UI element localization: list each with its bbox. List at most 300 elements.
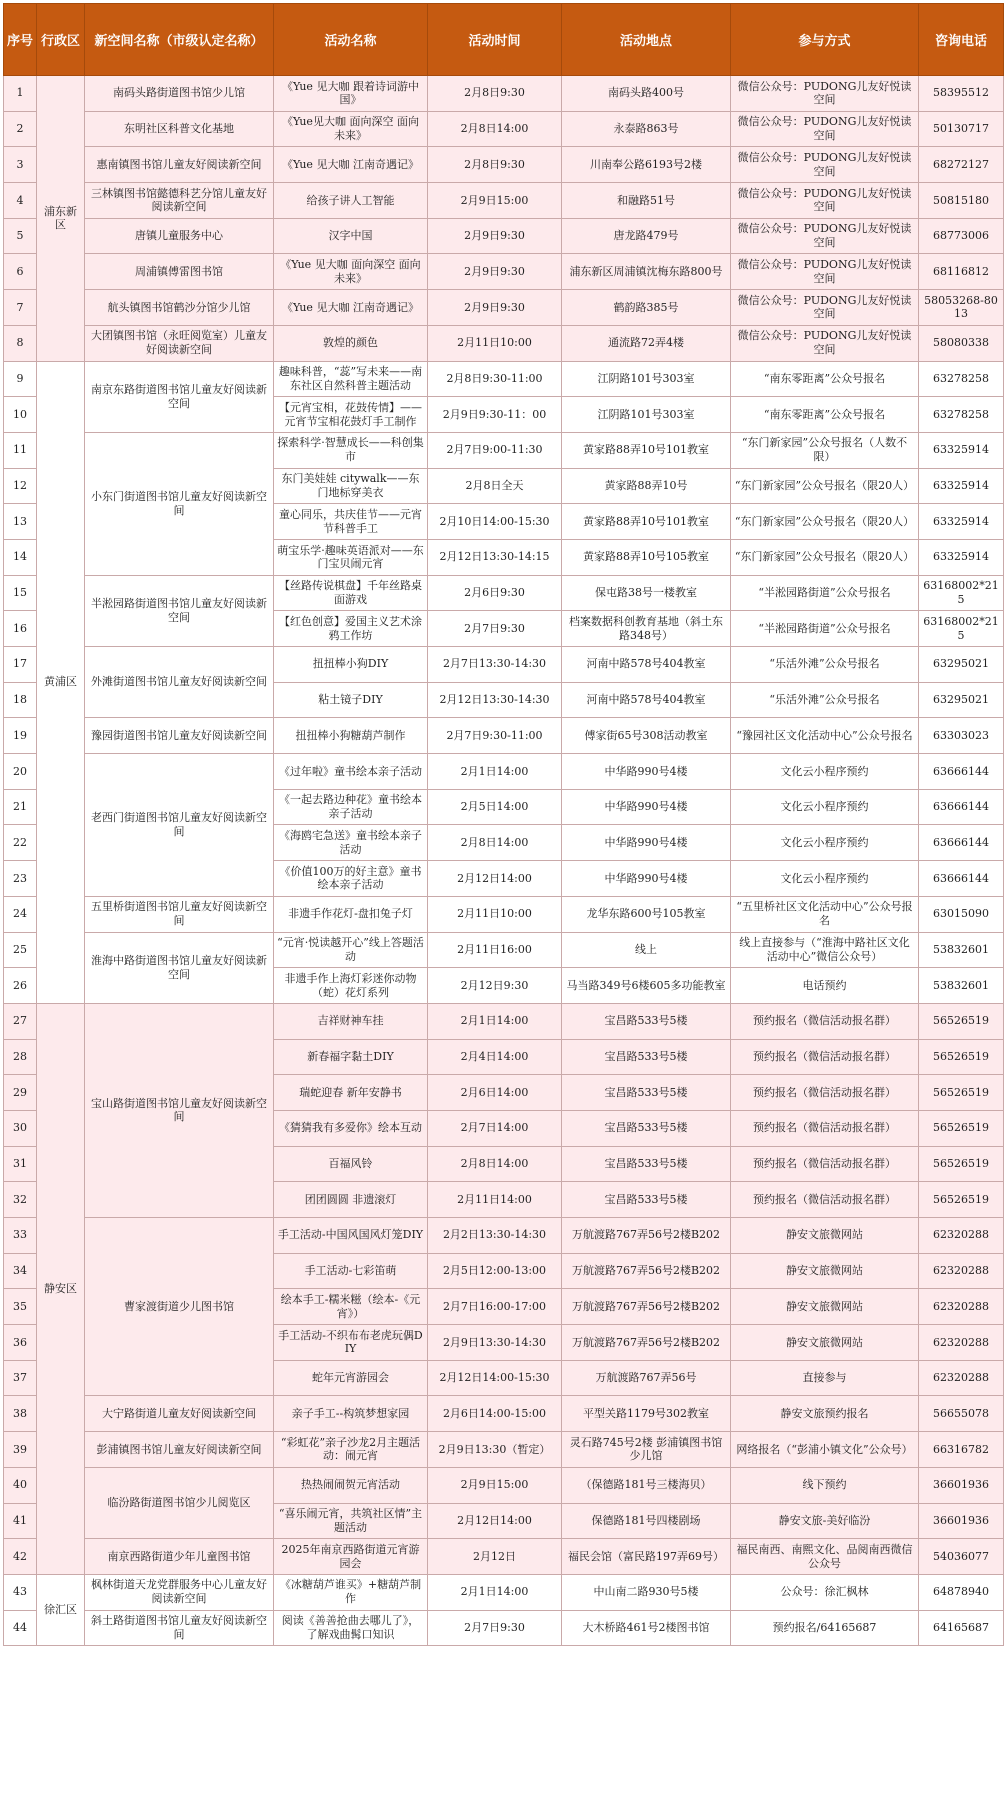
table-row	[4, 218, 1004, 254]
cell-join: 预约报名（微信活动报名群）	[731, 1075, 919, 1111]
cell-time: 2月7日14:00	[428, 1110, 562, 1146]
cell-join: “南东零距离”公众号报名	[731, 361, 919, 397]
cell-time: 2月8日14:00	[428, 1146, 562, 1182]
cell-time: 2月7日16:00-17:00	[428, 1289, 562, 1325]
cell-space: 曹家渡街道少儿图书馆	[85, 1218, 274, 1396]
cell-time: 2月8日9:30	[428, 76, 562, 112]
cell-activity: “喜乐闹元宵，共筑社区情”主题活动	[274, 1503, 428, 1539]
cell-no: 26	[4, 968, 37, 1004]
cell-no: 24	[4, 896, 37, 932]
cell-join: 静安文旅-美好临汾	[731, 1503, 919, 1539]
cell-time: 2月7日9:30-11:00	[428, 718, 562, 754]
cell-place: 大木桥路461号2楼图书馆	[562, 1610, 731, 1646]
cell-activity: 百福风铃	[274, 1146, 428, 1182]
cell-join: 公众号：徐汇枫林	[731, 1574, 919, 1610]
cell-no: 5	[4, 218, 37, 254]
table-row	[4, 896, 1004, 932]
cell-no: 40	[4, 1467, 37, 1503]
cell-no: 20	[4, 754, 37, 790]
cell-join: “南东零距离”公众号报名	[731, 397, 919, 433]
cell-place: 鹤韵路385号	[562, 290, 731, 326]
cell-activity: 热热闹闹贺元宵活动	[274, 1467, 428, 1503]
cell-time: 2月10日14:00-15:30	[428, 504, 562, 540]
cell-activity: 【红色创意】爱国主义艺术涂鸦工作坊	[274, 611, 428, 647]
cell-activity: 粘土镜子DIY	[274, 682, 428, 718]
cell-space: 外滩街道图书馆儿童友好阅读新空间	[85, 647, 274, 718]
header-join: 参与方式	[731, 4, 919, 76]
cell-place: 河南中路578号404教室	[562, 682, 731, 718]
cell-activity: 《过年啦》童书绘本亲子活动	[274, 754, 428, 790]
cell-phone: 68116812	[919, 254, 1004, 290]
cell-time: 2月8日14:00	[428, 111, 562, 147]
cell-time: 2月2日13:30-14:30	[428, 1218, 562, 1254]
table-row	[4, 932, 1004, 968]
cell-activity: 汉字中国	[274, 218, 428, 254]
cell-no: 22	[4, 825, 37, 861]
cell-no: 14	[4, 539, 37, 575]
cell-no: 38	[4, 1396, 37, 1432]
cell-join: 静安文旅微网站	[731, 1325, 919, 1361]
table-row	[4, 76, 1004, 112]
cell-space: 豫园街道图书馆儿童友好阅读新空间	[85, 718, 274, 754]
cell-join: 文化云小程序预约	[731, 861, 919, 897]
cell-no: 34	[4, 1253, 37, 1289]
cell-activity: 【丝路传说棋盘】千年丝路桌面游戏	[274, 575, 428, 611]
cell-time: 2月1日14:00	[428, 1003, 562, 1039]
table-row	[4, 754, 1004, 790]
cell-phone: 66316782	[919, 1432, 1004, 1468]
table-row	[4, 1539, 1004, 1575]
cell-phone: 63303023	[919, 718, 1004, 754]
table-row	[4, 361, 1004, 397]
cell-place: 通流路72弄4楼	[562, 325, 731, 361]
cell-join: 文化云小程序预约	[731, 789, 919, 825]
table-row	[4, 1574, 1004, 1610]
cell-no: 12	[4, 468, 37, 504]
header-time: 活动时间	[428, 4, 562, 76]
cell-join: “乐活外滩”公众号报名	[731, 647, 919, 683]
cell-no: 21	[4, 789, 37, 825]
cell-time: 2月12日13:30-14:15	[428, 539, 562, 575]
cell-join: 微信公众号：PUDONG儿友好悦读空间	[731, 325, 919, 361]
cell-join: “五里桥社区文化活动中心”公众号报名	[731, 896, 919, 932]
cell-phone: 63325914	[919, 504, 1004, 540]
cell-time: 2月6日14:00-15:00	[428, 1396, 562, 1432]
cell-phone: 64165687	[919, 1610, 1004, 1646]
table-row	[4, 1003, 1004, 1039]
cell-no: 17	[4, 647, 37, 683]
cell-time: 2月12日14:00-15:30	[428, 1360, 562, 1396]
cell-activity: 2025年南京西路街道元宵游园会	[274, 1539, 428, 1575]
cell-no: 9	[4, 361, 37, 397]
cell-place: 宝昌路533号5楼	[562, 1003, 731, 1039]
cell-space: 老西门街道图书馆儿童友好阅读新空间	[85, 754, 274, 897]
table-row	[4, 1610, 1004, 1646]
cell-no: 28	[4, 1039, 37, 1075]
cell-place: 浦东新区周浦镇沈梅东路800号	[562, 254, 731, 290]
cell-time: 2月12日13:30-14:30	[428, 682, 562, 718]
cell-space: 半淞园路街道图书馆儿童友好阅读新空间	[85, 575, 274, 646]
cell-phone: 56526519	[919, 1003, 1004, 1039]
cell-phone: 63325914	[919, 432, 1004, 468]
cell-activity: 敦煌的颜色	[274, 325, 428, 361]
cell-place: 宝昌路533号5楼	[562, 1110, 731, 1146]
cell-phone: 68773006	[919, 218, 1004, 254]
cell-time: 2月8日9:30	[428, 147, 562, 183]
table-row	[4, 1218, 1004, 1254]
cell-no: 1	[4, 76, 37, 112]
cell-no: 41	[4, 1503, 37, 1539]
cell-join: 电话预约	[731, 968, 919, 1004]
cell-place: 中华路990号4楼	[562, 861, 731, 897]
cell-phone: 62320288	[919, 1253, 1004, 1289]
cell-time: 2月5日12:00-13:00	[428, 1253, 562, 1289]
cell-time: 2月8日14:00	[428, 825, 562, 861]
header-activity: 活动名称	[274, 4, 428, 76]
cell-time: 2月9日15:00	[428, 183, 562, 219]
cell-join: 预约报名（微信活动报名群）	[731, 1146, 919, 1182]
cell-join: 微信公众号：PUDONG儿友好悦读空间	[731, 218, 919, 254]
header-no: 序号	[4, 4, 37, 76]
cell-place: 永泰路863号	[562, 111, 731, 147]
cell-activity: 《Yue 见大咖 面向深空 面向未来》	[274, 254, 428, 290]
cell-time: 2月1日14:00	[428, 754, 562, 790]
cell-time: 2月12日14:00	[428, 861, 562, 897]
cell-time: 2月11日10:00	[428, 325, 562, 361]
cell-phone: 58053268-8013	[919, 290, 1004, 326]
cell-join: “东门新家园”公众号报名（人数不限）	[731, 432, 919, 468]
cell-no: 13	[4, 504, 37, 540]
cell-activity: 《海鸥宅急送》童书绘本亲子活动	[274, 825, 428, 861]
cell-place: 宝昌路533号5楼	[562, 1146, 731, 1182]
table-row	[4, 575, 1004, 611]
cell-place: 黄家路88弄10号101教室	[562, 432, 731, 468]
cell-place: 江阴路101号303室	[562, 361, 731, 397]
cell-phone: 63168002*215	[919, 575, 1004, 611]
cell-phone: 54036077	[919, 1539, 1004, 1575]
cell-join: 文化云小程序预约	[731, 754, 919, 790]
cell-no: 11	[4, 432, 37, 468]
header-phone: 咨询电话	[919, 4, 1004, 76]
cell-activity: 【元宵宝相，花鼓传情】——元宵节宝相花鼓灯手工制作	[274, 397, 428, 433]
header-district: 行政区	[37, 4, 85, 76]
cell-no: 15	[4, 575, 37, 611]
cell-time: 2月9日13:30（暂定）	[428, 1432, 562, 1468]
cell-no: 7	[4, 290, 37, 326]
cell-activity: 绘本手工-糯米糍（绘本-《元宵》）	[274, 1289, 428, 1325]
cell-no: 16	[4, 611, 37, 647]
cell-place: 河南中路578号404教室	[562, 647, 731, 683]
cell-join: 文化云小程序预约	[731, 825, 919, 861]
cell-phone: 56526519	[919, 1110, 1004, 1146]
cell-time: 2月12日	[428, 1539, 562, 1575]
cell-time: 2月6日14:00	[428, 1075, 562, 1111]
cell-no: 36	[4, 1325, 37, 1361]
table-row	[4, 147, 1004, 183]
cell-activity: 《一起去路边种花》童书绘本亲子活动	[274, 789, 428, 825]
cell-join: 预约报名（微信活动报名群）	[731, 1182, 919, 1218]
cell-phone: 63325914	[919, 539, 1004, 575]
cell-activity: 《Yue 见大咖 江南奇遇记》	[274, 290, 428, 326]
cell-time: 2月8日9:30-11:00	[428, 361, 562, 397]
cell-space: 南京东路街道图书馆儿童友好阅读新空间	[85, 361, 274, 432]
cell-space: 五里桥街道图书馆儿童友好阅读新空间	[85, 896, 274, 932]
header-space: 新空间名称（市级认定名称）	[85, 4, 274, 76]
cell-phone: 56526519	[919, 1039, 1004, 1075]
cell-join: “乐活外滩”公众号报名	[731, 682, 919, 718]
cell-time: 2月11日10:00	[428, 896, 562, 932]
cell-phone: 63295021	[919, 682, 1004, 718]
cell-join: “半淞园路街道”公众号报名	[731, 611, 919, 647]
cell-activity: 吉祥财神车挂	[274, 1003, 428, 1039]
table-row	[4, 290, 1004, 326]
cell-join: 微信公众号：PUDONG儿友好悦读空间	[731, 254, 919, 290]
cell-space: 唐镇儿童服务中心	[85, 218, 274, 254]
cell-activity: 阅读《善善抢曲去哪儿了》，了解戏曲髯口知识	[274, 1610, 428, 1646]
cell-place: 江阴路101号303室	[562, 397, 731, 433]
cell-phone: 62320288	[919, 1218, 1004, 1254]
cell-activity: 《猜猜我有多爱你》绘本互动	[274, 1110, 428, 1146]
table-row	[4, 1396, 1004, 1432]
cell-place: 黄家路88弄10号101教室	[562, 504, 731, 540]
cell-time: 2月7日9:30	[428, 611, 562, 647]
cell-phone: 58080338	[919, 325, 1004, 361]
cell-time: 2月7日9:00-11:30	[428, 432, 562, 468]
cell-place: 宝昌路533号5楼	[562, 1075, 731, 1111]
cell-space: 枫林街道天龙党群服务中心儿童友好阅读新空间	[85, 1574, 274, 1610]
cell-phone: 63278258	[919, 361, 1004, 397]
cell-space: 南京西路街道少年儿童图书馆	[85, 1539, 274, 1575]
cell-phone: 50130717	[919, 111, 1004, 147]
cell-no: 44	[4, 1610, 37, 1646]
cell-space: 彭浦镇图书馆儿童友好阅读新空间	[85, 1432, 274, 1468]
cell-place: 南码头路400号	[562, 76, 731, 112]
cell-time: 2月7日13:30-14:30	[428, 647, 562, 683]
cell-join: 线下预约	[731, 1467, 919, 1503]
cell-join: 线上直接参与（“淮海中路社区文化活动中心”微信公众号）	[731, 932, 919, 968]
cell-phone: 63015090	[919, 896, 1004, 932]
cell-no: 32	[4, 1182, 37, 1218]
cell-no: 4	[4, 183, 37, 219]
cell-phone: 63278258	[919, 397, 1004, 433]
cell-join: 福民南西、南熙文化、品阅南西微信公众号	[731, 1539, 919, 1575]
cell-time: 2月9日9:30	[428, 218, 562, 254]
cell-no: 33	[4, 1218, 37, 1254]
cell-place: 档案数据科创教育基地（斜土东路348号）	[562, 611, 731, 647]
cell-time: 2月7日9:30	[428, 1610, 562, 1646]
cell-time: 2月1日14:00	[428, 1574, 562, 1610]
cell-place: 保德路181号四楼剧场	[562, 1503, 731, 1539]
cell-place: 龙华东路600号105教室	[562, 896, 731, 932]
cell-place: 平型关路1179号302教室	[562, 1396, 731, 1432]
cell-activity: 手工活动-七彩笛萌	[274, 1253, 428, 1289]
cell-place: 和融路51号	[562, 183, 731, 219]
cell-no: 35	[4, 1289, 37, 1325]
cell-time: 2月9日15:00	[428, 1467, 562, 1503]
cell-no: 37	[4, 1360, 37, 1396]
cell-time: 2月11日14:00	[428, 1182, 562, 1218]
table-row	[4, 254, 1004, 290]
cell-space: 大团镇图书馆（永旺阅览室）儿童友好阅读新空间	[85, 325, 274, 361]
table-row	[4, 183, 1004, 219]
cell-phone: 63666144	[919, 789, 1004, 825]
table-body	[4, 76, 1004, 1646]
cell-place: 黄家路88弄10号	[562, 468, 731, 504]
cell-join: “东门新家园”公众号报名（限20人）	[731, 468, 919, 504]
header-place: 活动地点	[562, 4, 731, 76]
cell-time: 2月9日13:30-14:30	[428, 1325, 562, 1361]
cell-activity: “彩虹花”亲子沙龙2月主题活动：闹元宵	[274, 1432, 428, 1468]
cell-phone: 63325914	[919, 468, 1004, 504]
cell-place: 中华路990号4楼	[562, 825, 731, 861]
cell-activity: 童心同乐，共庆佳节——元宵节科普手工	[274, 504, 428, 540]
cell-place: （保德路181号三楼海贝）	[562, 1467, 731, 1503]
cell-no: 25	[4, 932, 37, 968]
activity-table	[3, 3, 1004, 1646]
cell-join: 静安文旅微网站	[731, 1218, 919, 1254]
cell-time: 2月5日14:00	[428, 789, 562, 825]
cell-place: 万航渡路767弄56号2楼B202	[562, 1325, 731, 1361]
cell-time: 2月11日16:00	[428, 932, 562, 968]
cell-join: 预约报名/64165687	[731, 1610, 919, 1646]
cell-activity: 《Yue见大咖 面向深空 面向未来》	[274, 111, 428, 147]
cell-time: 2月8日全天	[428, 468, 562, 504]
cell-place: 川南奉公路6193号2楼	[562, 147, 731, 183]
cell-space: 淮海中路街道图书馆儿童友好阅读新空间	[85, 932, 274, 1003]
cell-phone: 63666144	[919, 861, 1004, 897]
header-row	[4, 4, 1004, 76]
cell-activity: 萌宝乐学·趣味英语派对——东门宝贝闹元宵	[274, 539, 428, 575]
cell-join: 预约报名（微信活动报名群）	[731, 1039, 919, 1075]
cell-phone: 62320288	[919, 1325, 1004, 1361]
cell-join: 静安文旅微网站	[731, 1253, 919, 1289]
cell-activity: 给孩子讲人工智能	[274, 183, 428, 219]
cell-place: 万航渡路767弄56号	[562, 1360, 731, 1396]
cell-no: 42	[4, 1539, 37, 1575]
cell-join: 微信公众号：PUDONG儿友好悦读空间	[731, 290, 919, 326]
cell-activity: 《冰糖葫芦谁买》+糖葫芦制作	[274, 1574, 428, 1610]
table-row	[4, 111, 1004, 147]
cell-place: 中山南二路930号5楼	[562, 1574, 731, 1610]
cell-district: 黄浦区	[37, 361, 85, 1003]
cell-join: “东门新家园”公众号报名（限20人）	[731, 504, 919, 540]
cell-no: 18	[4, 682, 37, 718]
cell-place: 中华路990号4楼	[562, 754, 731, 790]
cell-activity: 东门美娃娃 citywalk——东门地标穿美衣	[274, 468, 428, 504]
cell-place: 万航渡路767弄56号2楼B202	[562, 1253, 731, 1289]
cell-no: 27	[4, 1003, 37, 1039]
cell-no: 43	[4, 1574, 37, 1610]
cell-phone: 36601936	[919, 1467, 1004, 1503]
cell-no: 39	[4, 1432, 37, 1468]
cell-activity: 《Yue 见大咖 江南奇遇记》	[274, 147, 428, 183]
cell-place: 黄家路88弄10号105教室	[562, 539, 731, 575]
cell-phone: 58395512	[919, 76, 1004, 112]
cell-no: 8	[4, 325, 37, 361]
cell-phone: 56526519	[919, 1182, 1004, 1218]
cell-space: 周浦镇傅雷图书馆	[85, 254, 274, 290]
cell-activity: 亲子手工--构筑梦想家园	[274, 1396, 428, 1432]
cell-activity: 《Yue 见大咖 跟着诗词游中国》	[274, 76, 428, 112]
cell-activity: 《价值100万的好主意》童书绘本亲子活动	[274, 861, 428, 897]
cell-activity: 趣味科普，“蕊”写未来——南东社区自然科普主题活动	[274, 361, 428, 397]
cell-phone: 63168002*215	[919, 611, 1004, 647]
cell-activity: 手工活动-中国风国风灯笼DIY	[274, 1218, 428, 1254]
cell-no: 3	[4, 147, 37, 183]
cell-phone: 63295021	[919, 647, 1004, 683]
cell-activity: 探索科学·智慧成长——科创集市	[274, 432, 428, 468]
cell-phone: 63666144	[919, 754, 1004, 790]
cell-join: 静安文旅预约报名	[731, 1396, 919, 1432]
cell-place: 唐龙路479号	[562, 218, 731, 254]
cell-space: 东明社区科普文化基地	[85, 111, 274, 147]
cell-join: “东门新家园”公众号报名（限20人）	[731, 539, 919, 575]
table-row	[4, 325, 1004, 361]
cell-district: 静安区	[37, 1003, 85, 1574]
cell-phone: 53832601	[919, 932, 1004, 968]
cell-phone: 50815180	[919, 183, 1004, 219]
cell-district: 浦东新区	[37, 76, 85, 362]
cell-join: 微信公众号：PUDONG儿友好悦读空间	[731, 147, 919, 183]
cell-space: 大宁路街道儿童友好阅读新空间	[85, 1396, 274, 1432]
cell-join: 微信公众号：PUDONG儿友好悦读空间	[731, 111, 919, 147]
cell-phone: 36601936	[919, 1503, 1004, 1539]
cell-join: 预约报名（微信活动报名群）	[731, 1003, 919, 1039]
cell-time: 2月9日9:30	[428, 254, 562, 290]
cell-phone: 68272127	[919, 147, 1004, 183]
cell-join: 直接参与	[731, 1360, 919, 1396]
cell-space: 三林镇图书馆懿德科艺分馆儿童友好阅读新空间	[85, 183, 274, 219]
cell-join: “半淞园路街道”公众号报名	[731, 575, 919, 611]
cell-space: 宝山路街道图书馆儿童友好阅读新空间	[85, 1003, 274, 1217]
cell-join: 静安文旅微网站	[731, 1289, 919, 1325]
cell-place: 万航渡路767弄56号2楼B202	[562, 1218, 731, 1254]
cell-space: 斜土路街道图书馆儿童友好阅读新空间	[85, 1610, 274, 1646]
cell-no: 23	[4, 861, 37, 897]
cell-phone: 56526519	[919, 1075, 1004, 1111]
cell-place: 福民会馆（富民路197弄69号）	[562, 1539, 731, 1575]
cell-activity: 扭扭棒小狗DIY	[274, 647, 428, 683]
cell-activity: 非遗手作花灯-盘扣兔子灯	[274, 896, 428, 932]
cell-no: 10	[4, 397, 37, 433]
cell-place: 傅家街65号308活动教室	[562, 718, 731, 754]
cell-phone: 64878940	[919, 1574, 1004, 1610]
cell-join: 微信公众号：PUDONG儿友好悦读空间	[731, 183, 919, 219]
table-row	[4, 1432, 1004, 1468]
cell-phone: 62320288	[919, 1289, 1004, 1325]
cell-join: 微信公众号：PUDONG儿友好悦读空间	[731, 76, 919, 112]
cell-place: 灵石路745号2楼 彭浦镇图书馆少儿馆	[562, 1432, 731, 1468]
table-row	[4, 1467, 1004, 1503]
cell-place: 线上	[562, 932, 731, 968]
cell-join: 网络报名（“彭浦小镇文化”公众号）	[731, 1432, 919, 1468]
cell-place: 保屯路38号一楼教室	[562, 575, 731, 611]
cell-space: 小东门街道图书馆儿童友好阅读新空间	[85, 432, 274, 575]
cell-place: 万航渡路767弄56号2楼B202	[562, 1289, 731, 1325]
cell-time: 2月6日9:30	[428, 575, 562, 611]
cell-no: 31	[4, 1146, 37, 1182]
cell-space: 临汾路街道图书馆少儿阅览区	[85, 1467, 274, 1538]
cell-activity: 蛇年元宵游园会	[274, 1360, 428, 1396]
table-row	[4, 718, 1004, 754]
cell-district: 徐汇区	[37, 1574, 85, 1645]
cell-place: 宝昌路533号5楼	[562, 1039, 731, 1075]
cell-join: “豫园社区文化活动中心”公众号报名	[731, 718, 919, 754]
cell-no: 6	[4, 254, 37, 290]
cell-no: 19	[4, 718, 37, 754]
cell-no: 2	[4, 111, 37, 147]
cell-place: 宝昌路533号5楼	[562, 1182, 731, 1218]
